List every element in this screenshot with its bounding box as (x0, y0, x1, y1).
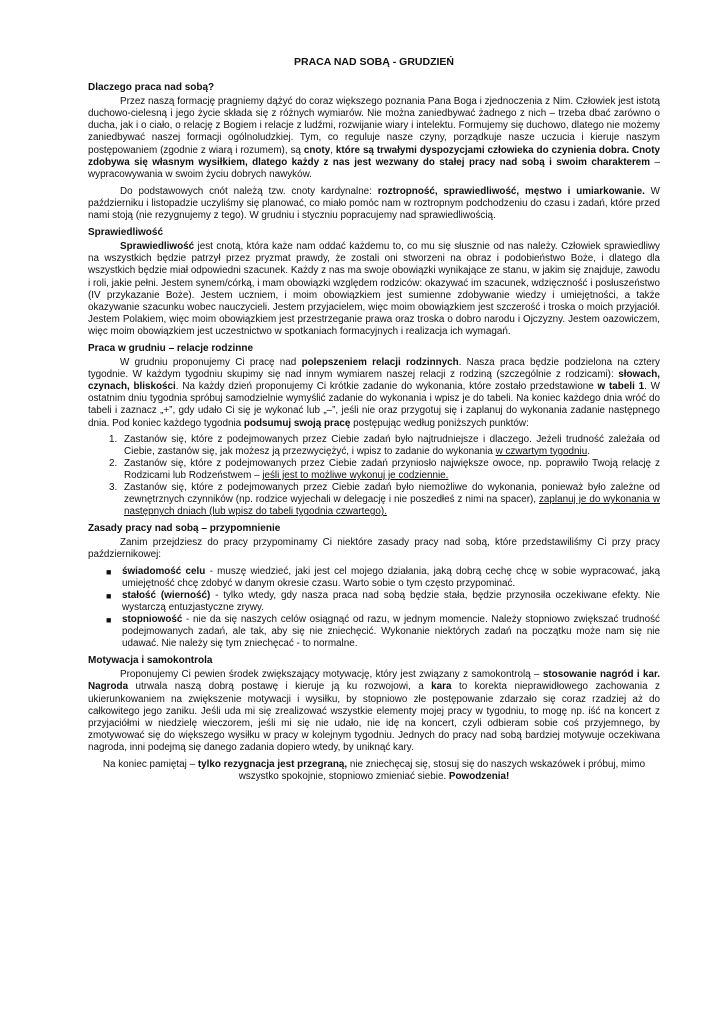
bold-run: słowach, czynach, bliskości (88, 369, 660, 393)
text-run: jest cnotą, która każe nam oddać każdemu to, co mu się słusznie od nas należy. Człowiek sprawiedliwy na wszystkich będzie patrzył przez pryzmat prawdy, że zostali oni stworzeni na obraz i podobieństwo Boże, i dlatego dla wszystkich będzie miał odpowiedni szacunek. Każdy z nas ma swoje obowiązki wynikające ze stanu, w jakim się znajduje, zawodu i roli, jakie pełni. Jestem synem/córką, i mam obowiązki względem rodziców: okazywać im szacunek, wdzięczność i posłuszeństwo (IV przykazanie Boże). Jestem uczniem, i moim obowiązkiem jest sumienne zdobywanie wiedzy i umiejętności, a także okazywanie szacunku wobec nauczycieli. Jestem przyjacielem, więc moim obowiązkiem jest szczerość i troska o moich przyjaciół. Jestem Polakiem, więc moim obowiązkiem jest przestrzeganie prawa oraz troska o dobro narodu i Ojczyzny. Jestem oazowiczem, więc moim obowiązkiem jest uczestnictwo w spotkaniach formacyjnych i realizacja ich wymagań. (88, 241, 660, 337)
document-page (88, 56, 660, 783)
paragraph-motivation (88, 669, 660, 754)
section-heading-motivation: Motywacja i samokontrola (88, 655, 213, 667)
text-run: . (587, 445, 590, 457)
text-run: . W ostatnim dniu tygodnia spróbuj samodzielnie wymyślić zadanie do wykonania i wpisz je do tabeli. Na koniec każdego dnia wróć do tabeli i zaznacz „+”, gdy udało Ci się je wykonać lub „–”, jeśli nie oraz przygotuj się i zaplanuj do wykonania zadanie następnego dnia. Pod koniec każdego tygodnia (88, 381, 661, 429)
text-run: postępując według poniższych punktów: (350, 417, 529, 429)
text-run: utrwala naszą dobrą postawę i kieruje ją ku rozwojowi, a (128, 681, 432, 693)
text-run: . Na każdy dzień proponujemy Ci krótkie zadanie do wykonania, które zostało przedstawione (175, 381, 598, 393)
bullet-list-rules (88, 566, 660, 651)
text-run: Na koniec pamiętaj – (102, 758, 198, 770)
bold-run: podsumuj swoją pracę (243, 417, 351, 429)
underlined-run: w czwartym tygodniu (495, 445, 588, 457)
bold-run: polepszeniem relacji rodzinnych (301, 357, 459, 369)
text-run: – wypracowywania w swoim życiu dobrych nawyków. (88, 156, 660, 180)
list-item (106, 589, 660, 614)
list-item (106, 565, 660, 590)
paragraph-why-2 (88, 186, 660, 222)
bold-run: stałość (wierność) (122, 589, 211, 601)
text-run: W październiku i listopadzie uczyliśmy się planować, co miało pomóc nam w roztropnym podchodzeniu do czasu i zadań, które przed nami stoją (nie rezygnujemy z tego). W grudniu i styczniu popracujemy nad sprawiedliwością. (88, 185, 660, 222)
square-bullet-icon: ■ (106, 614, 112, 625)
text-run: Zastanów się, które z podejmowanych przez Ciebie zadań przyniosło największe owoce, np. poprawiło Twoją relację z Rodzicami lub Rodzeństwem – (124, 457, 660, 481)
bold-run: stopniowość (122, 613, 183, 625)
square-bullet-icon: ■ (106, 590, 112, 601)
text-run: , (330, 144, 336, 156)
bold-run: świadomość celu (122, 565, 206, 577)
section-heading-why: Dlaczego praca nad sobą? (88, 82, 215, 94)
section-heading-justice: Sprawiedliwość (88, 227, 164, 239)
square-bullet-icon: ■ (106, 566, 112, 577)
text-run: - tylko wtedy, gdy nasza praca nad sobą będzie stała, będzie przynosiła oczekiwane efekty. Nie wystarczą entuzjastyczne zrywy. (122, 589, 660, 613)
numbered-list-summary (88, 434, 660, 519)
list-item (120, 434, 660, 458)
text-run: - muszę wiedzieć, jaki jest cel mojego działania, jaką dobrą cechę chcę w sobie wypracować, jaką umiejętność chcę zdobyć w danym okresie czasu. Warto sobie o tym często przypominać. (122, 565, 660, 589)
text-run: . Nasza praca będzie podzielona na cztery tygodnie. W każdym tygodniu skupimy się nad innym wymiarem naszej relacji z rodziną (szczególnie z rodzicami): (88, 357, 660, 381)
bold-run: w tabeli 1 (597, 381, 645, 393)
underlined-run: zaplanuj je do wykonania w następnych dniach (lub wpisz do tabeli tygodnia czwartego). (124, 494, 660, 518)
underlined-run: jeśli jest to możliwe wykonuj je codziennie. (262, 469, 449, 481)
text-run: Zastanów się, które z podejmowanych przez Ciebie zadań było niemożliwe do wykonania, ponieważ było zależne od zewnętrznych czynników (np. rodzice wyjechali w delegację i nie poszedłeś z nimi na spacer), (124, 482, 660, 506)
bold-run: roztropność, sprawiedliwość, męstwo i umiarkowanie. (377, 185, 645, 197)
list-item (120, 482, 660, 518)
bold-run: Powodzenia! (448, 771, 510, 783)
text-run: Zastanów się, które z podejmowanych przez Ciebie zadań było najtrudniejsze i dlaczego. Jeżeli trudność zależała od Ciebie, zastanów się, jak możesz ją przezwyciężyć, i wpisz to zadanie do wykonania (124, 433, 660, 457)
page-title: PRACA NAD SOBĄ - GRUDZIEŃ (293, 56, 455, 68)
bold-run: stosowanie nagród i kar. Nagroda (88, 669, 660, 693)
text-run: Przez naszą formację pragniemy dążyć do coraz większego poznania Pana Boga i zjednoczenia z Nim. Człowiek jest istotą duchowo-cielesną i jego życie składa się z różnych wymiarów. Nie można zaniedbywać żadnego z nich – trzeba dbać zarówno o ducha, jak i o ciało, o relację z Bogiem i relacje z ludźmi, rozwijanie wiary i intelektu. Formujemy się duchowo, dlatego nie możemy zaniedbywać naszej formacji ogólnoludzkiej. Tym, co reguluje nasze czyny, porządkuje nasze uczucia i kieruje naszym postępowaniem (zgodnie z wiarą i rozumem), są (88, 96, 660, 156)
section-heading-rules: Zasady pracy nad sobą – przypomnienie (88, 523, 281, 535)
text-run: Do podstawowych cnót należą tzw. cnoty kardynalne: (120, 185, 378, 197)
text-run: - nie da się naszych celów osiągnąć od razu, w jednym momencie. Należy stopniowo zwiększać trudność podejmowanych zadań, ale tak, aby się nie zniechęcić. Wykonanie niektórych zadań na początku może nam się nie udawać. Nie należy się tym zniechęcać - to normalne. (122, 613, 660, 650)
section-heading-december: Praca w grudniu – relacje rodzinne (88, 342, 254, 354)
text-run: W grudniu proponujemy Ci pracę nad (120, 357, 302, 369)
closing-paragraph (88, 759, 660, 783)
paragraph-why-1 (88, 96, 660, 181)
paragraph-rules: Zanim przejdziesz do pracy przypominamy Ci niektóre zasady pracy nad sobą, które przedstawiliśmy Ci przy pracy październikowej: (88, 537, 660, 561)
list-item (120, 458, 660, 482)
text-run: Proponujemy Ci pewien środek zwiększający motywację, który jest związany z samokontrolą – (120, 669, 543, 681)
bold-run: Sprawiedliwość (120, 241, 195, 253)
bold-run: które są trwałymi dyspozycjami człowieka do czynienia dobra. Cnoty zdobywa się własnym wysiłkiem, dlatego każdy z nas jest wezwany do stałej pracy nad sobą i swoim charakterem (88, 144, 660, 168)
bold-run: cnoty (303, 144, 331, 156)
paragraph-december (88, 357, 660, 430)
bold-run: kara (431, 681, 452, 693)
paragraph-justice (88, 241, 660, 338)
text-run: nie zniechęcaj się, stosuj się do naszych wskazówek i próbuj, mimo wszystko spokojnie, stopniowo zmieniać siebie. (238, 758, 646, 783)
bold-run: tylko rezygnacja jest przegraną, (197, 758, 348, 770)
text-run: to korekta nieprawidłowego zachowania z ukierunkowaniem na zwiększenie motywacji i wysiłku, by stopniowo złe postępowanie zdarzało się coraz rzadziej aż do całkowitego jego zaniku. Jeśli uda mi się zrealizować wszystkie elementy mojej pracy w tygodniu, to mogę np. iść na koncert z przyjaciółmi w niedzielę wieczorem, jeśli mi się nie udało, nie idę na koncert, czyli odbieram sobie coś przyjemnego, by zmotywować się do większego wysiłku w pracy w kolejnym tygodniu. Jednych do pracy nad sobą bardziej motywuje oczekiwana nagroda, inni podejmą się danego zadania dopiero wtedy, by uniknąć kary. (88, 681, 660, 753)
list-item (106, 613, 660, 650)
